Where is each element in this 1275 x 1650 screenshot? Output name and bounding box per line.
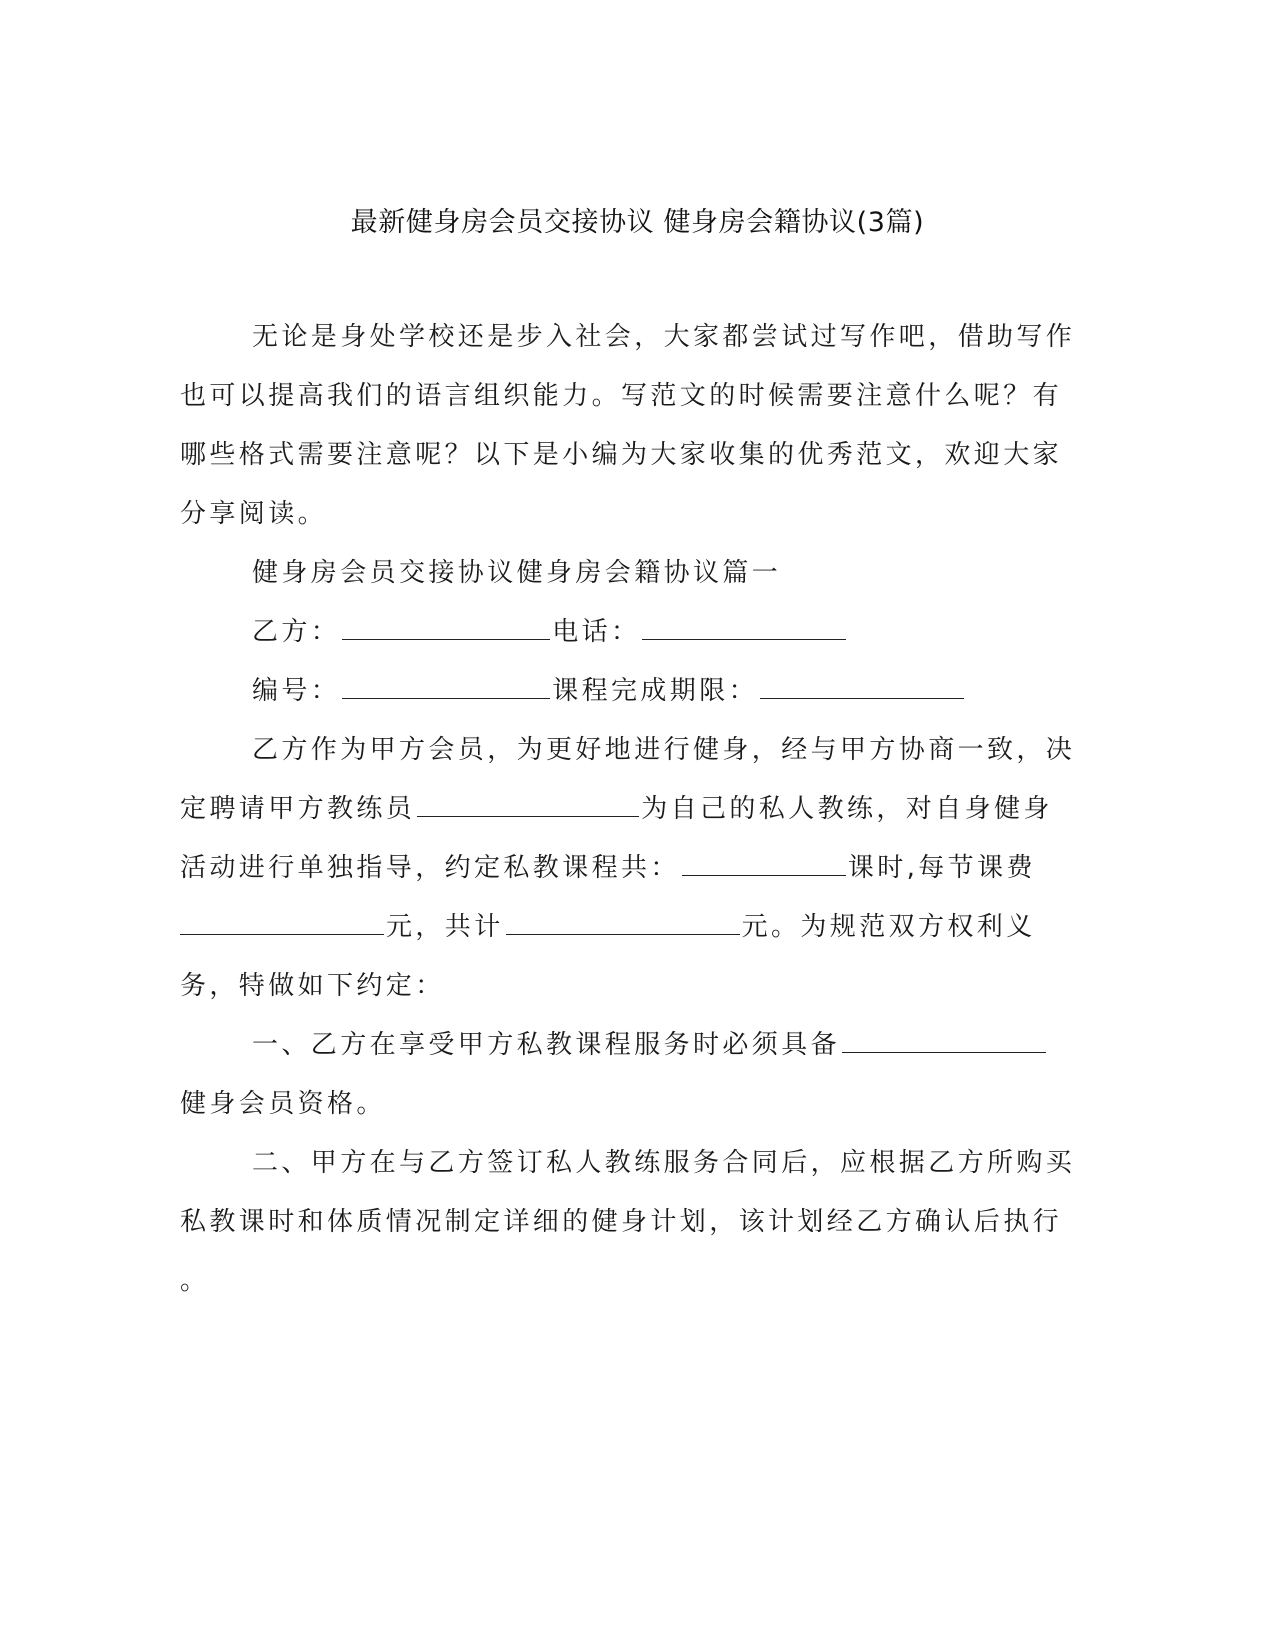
para1-line-3a: 活动进行单独指导，约定私教课程共： [180,853,680,883]
intro-line-2: 也可以提高我们的语言组织能力。写范文的时候需要注意什么呢？有 [180,381,1063,411]
field-row-number-deadline [252,674,966,708]
section-heading: 健身房会员交接协议健身房会籍协议篇一 [252,558,782,588]
para1-line-2 [180,792,1053,826]
document-title: 最新健身房会员交接协议 健身房会籍协议(3篇) [350,207,925,238]
para1-line-4b: 元。为规范双方权利义 [741,912,1036,942]
para1-line-2a: 定聘请甲方教练员 [180,794,416,824]
intro-line-4: 分享阅读。 [180,499,328,529]
para1-line-4a: 元，共计 [386,912,504,942]
number-label: 编号： [252,676,341,706]
para1-line-3b: 课时,每节课费 [847,853,1036,883]
clause2-line-1: 二、甲方在与乙方签订私人教练服务合同后，应根据乙方所购买 [252,1148,1076,1178]
party-b-blank [342,615,550,640]
phone-label: 电话： [552,617,641,647]
number-blank [342,674,550,699]
fee-blank [180,910,384,935]
para1-line-5: 务，特做如下约定： [180,971,445,1001]
clause1-line-2: 健身会员资格。 [180,1089,386,1119]
intro-line-1: 无论是身处学校还是步入社会，大家都尝试过写作吧，借助写作 [252,322,1076,352]
deadline-blank [760,674,964,699]
clause1-line-1 [252,1028,1048,1062]
clause2-line-2: 私教课时和体质情况制定详细的健身计划，该计划经乙方确认后执行 [180,1207,1063,1237]
para1-line-2b: 为自己的私人教练，对自身健身 [641,794,1053,824]
phone-blank [642,615,846,640]
coach-blank [417,792,639,817]
para1-line-3 [180,851,1036,885]
field-row-party-phone [252,615,848,649]
para1-line-1: 乙方作为甲方会员，为更好地进行健身，经与甲方协商一致，决 [252,735,1076,765]
hours-blank [682,851,846,876]
clause2-line-3: 。 [180,1266,210,1296]
clause1-text: 一、乙方在享受甲方私教课程服务时必须具备 [252,1030,841,1060]
para1-line-4 [180,910,1036,944]
total-blank [506,910,740,935]
intro-line-3: 哪些格式需要注意呢？以下是小编为大家收集的优秀范文，欢迎大家 [180,440,1063,470]
deadline-label: 课程完成期限： [552,676,759,706]
membership-blank [842,1028,1046,1053]
party-b-label: 乙方： [252,617,341,647]
